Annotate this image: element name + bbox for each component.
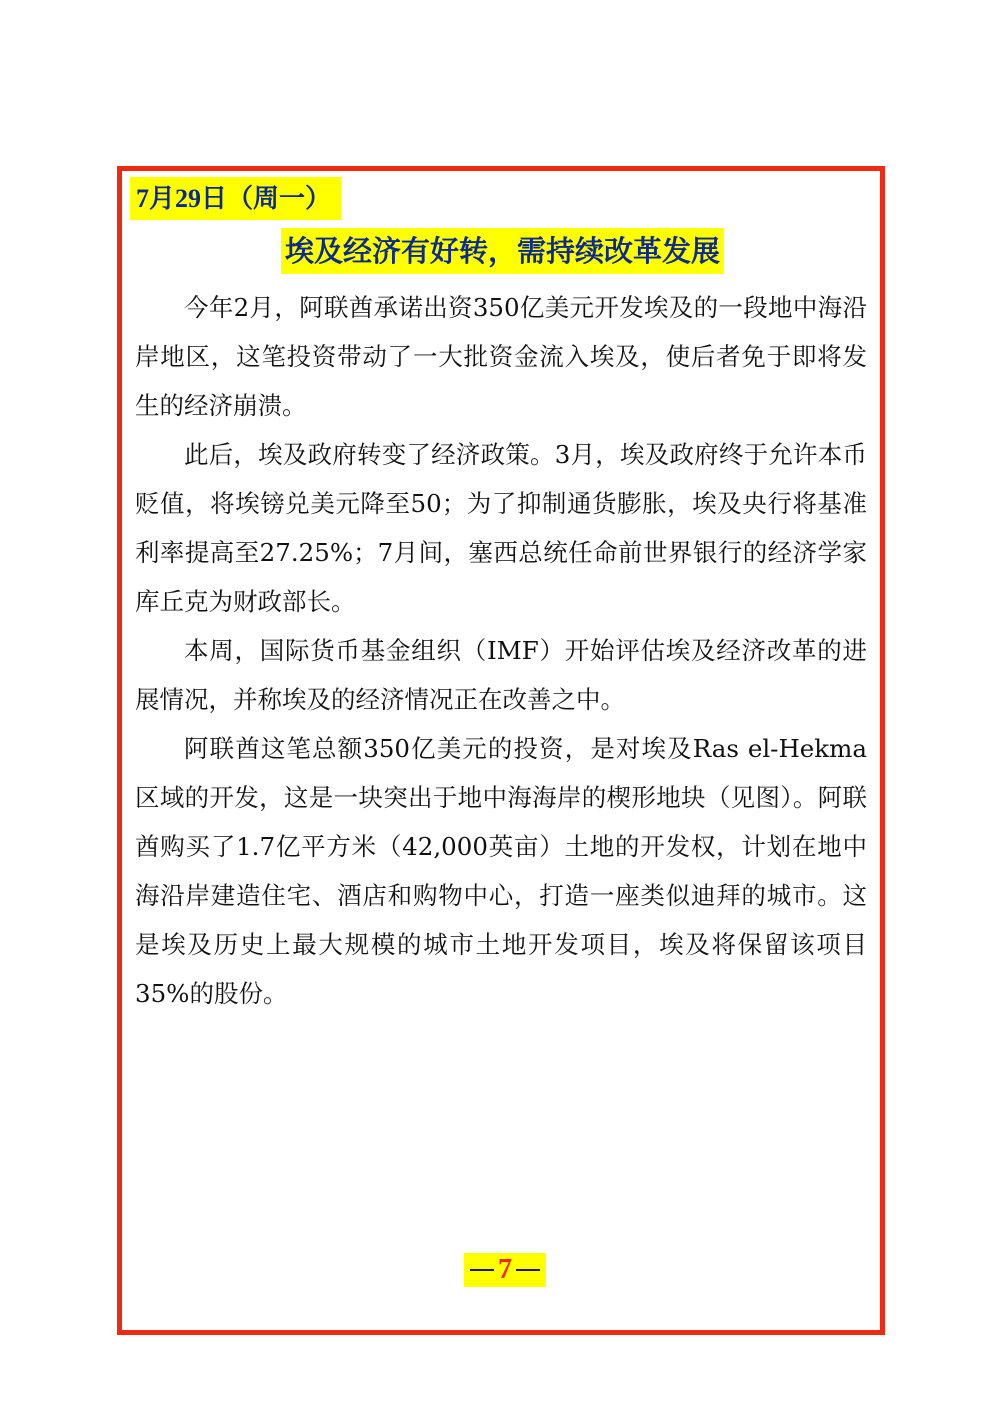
page-number: 7: [498, 1254, 512, 1285]
paragraph: 此后，埃及政府转变了经济政策。3月，埃及政府终于允许本币贬值，将埃镑兑美元降至50；为了抑制通货膨胀，埃及央行将基准利率提高至27.25%；7月间，塞西总统任命前世界银行的经济学家库丘克为财政部长。: [135, 440, 867, 616]
paragraph: 本周，国际货币基金组织（IMF）开始评估埃及经济改革的进展情况，并称埃及的经济情况正在改善之中。: [135, 636, 867, 714]
paragraph: 今年2月，阿联酋承诺出资350亿美元开发埃及的一段地中海沿岸地区，这笔投资带动了一大批资金流入埃及，使后者免于即将发生的经济崩溃。: [135, 293, 867, 420]
paragraph: 阿联酋这笔总额350亿美元的投资，是对埃及Ras el-Hekma区域的开发，这是一块突出于地中海海岸的楔形地块（见图）。阿联酋购买了1.7亿平方米（42,000英亩）土地的开发权，计划在地中海沿岸建造住宅、酒店和购物中心，打造一座类似迪拜的城市。这是埃及历史上最大规模的城市土地开发项目，埃及将保留该项目35%的股份。: [135, 734, 867, 1008]
dash-right: [516, 1269, 540, 1271]
dash-left: [470, 1269, 494, 1271]
article-body: [135, 283, 867, 1018]
article-title: 埃及经济有好转，需持续改革发展: [281, 228, 724, 274]
page-number-badge: [464, 1253, 546, 1287]
date-label: 7月29日（周一）: [130, 177, 341, 220]
